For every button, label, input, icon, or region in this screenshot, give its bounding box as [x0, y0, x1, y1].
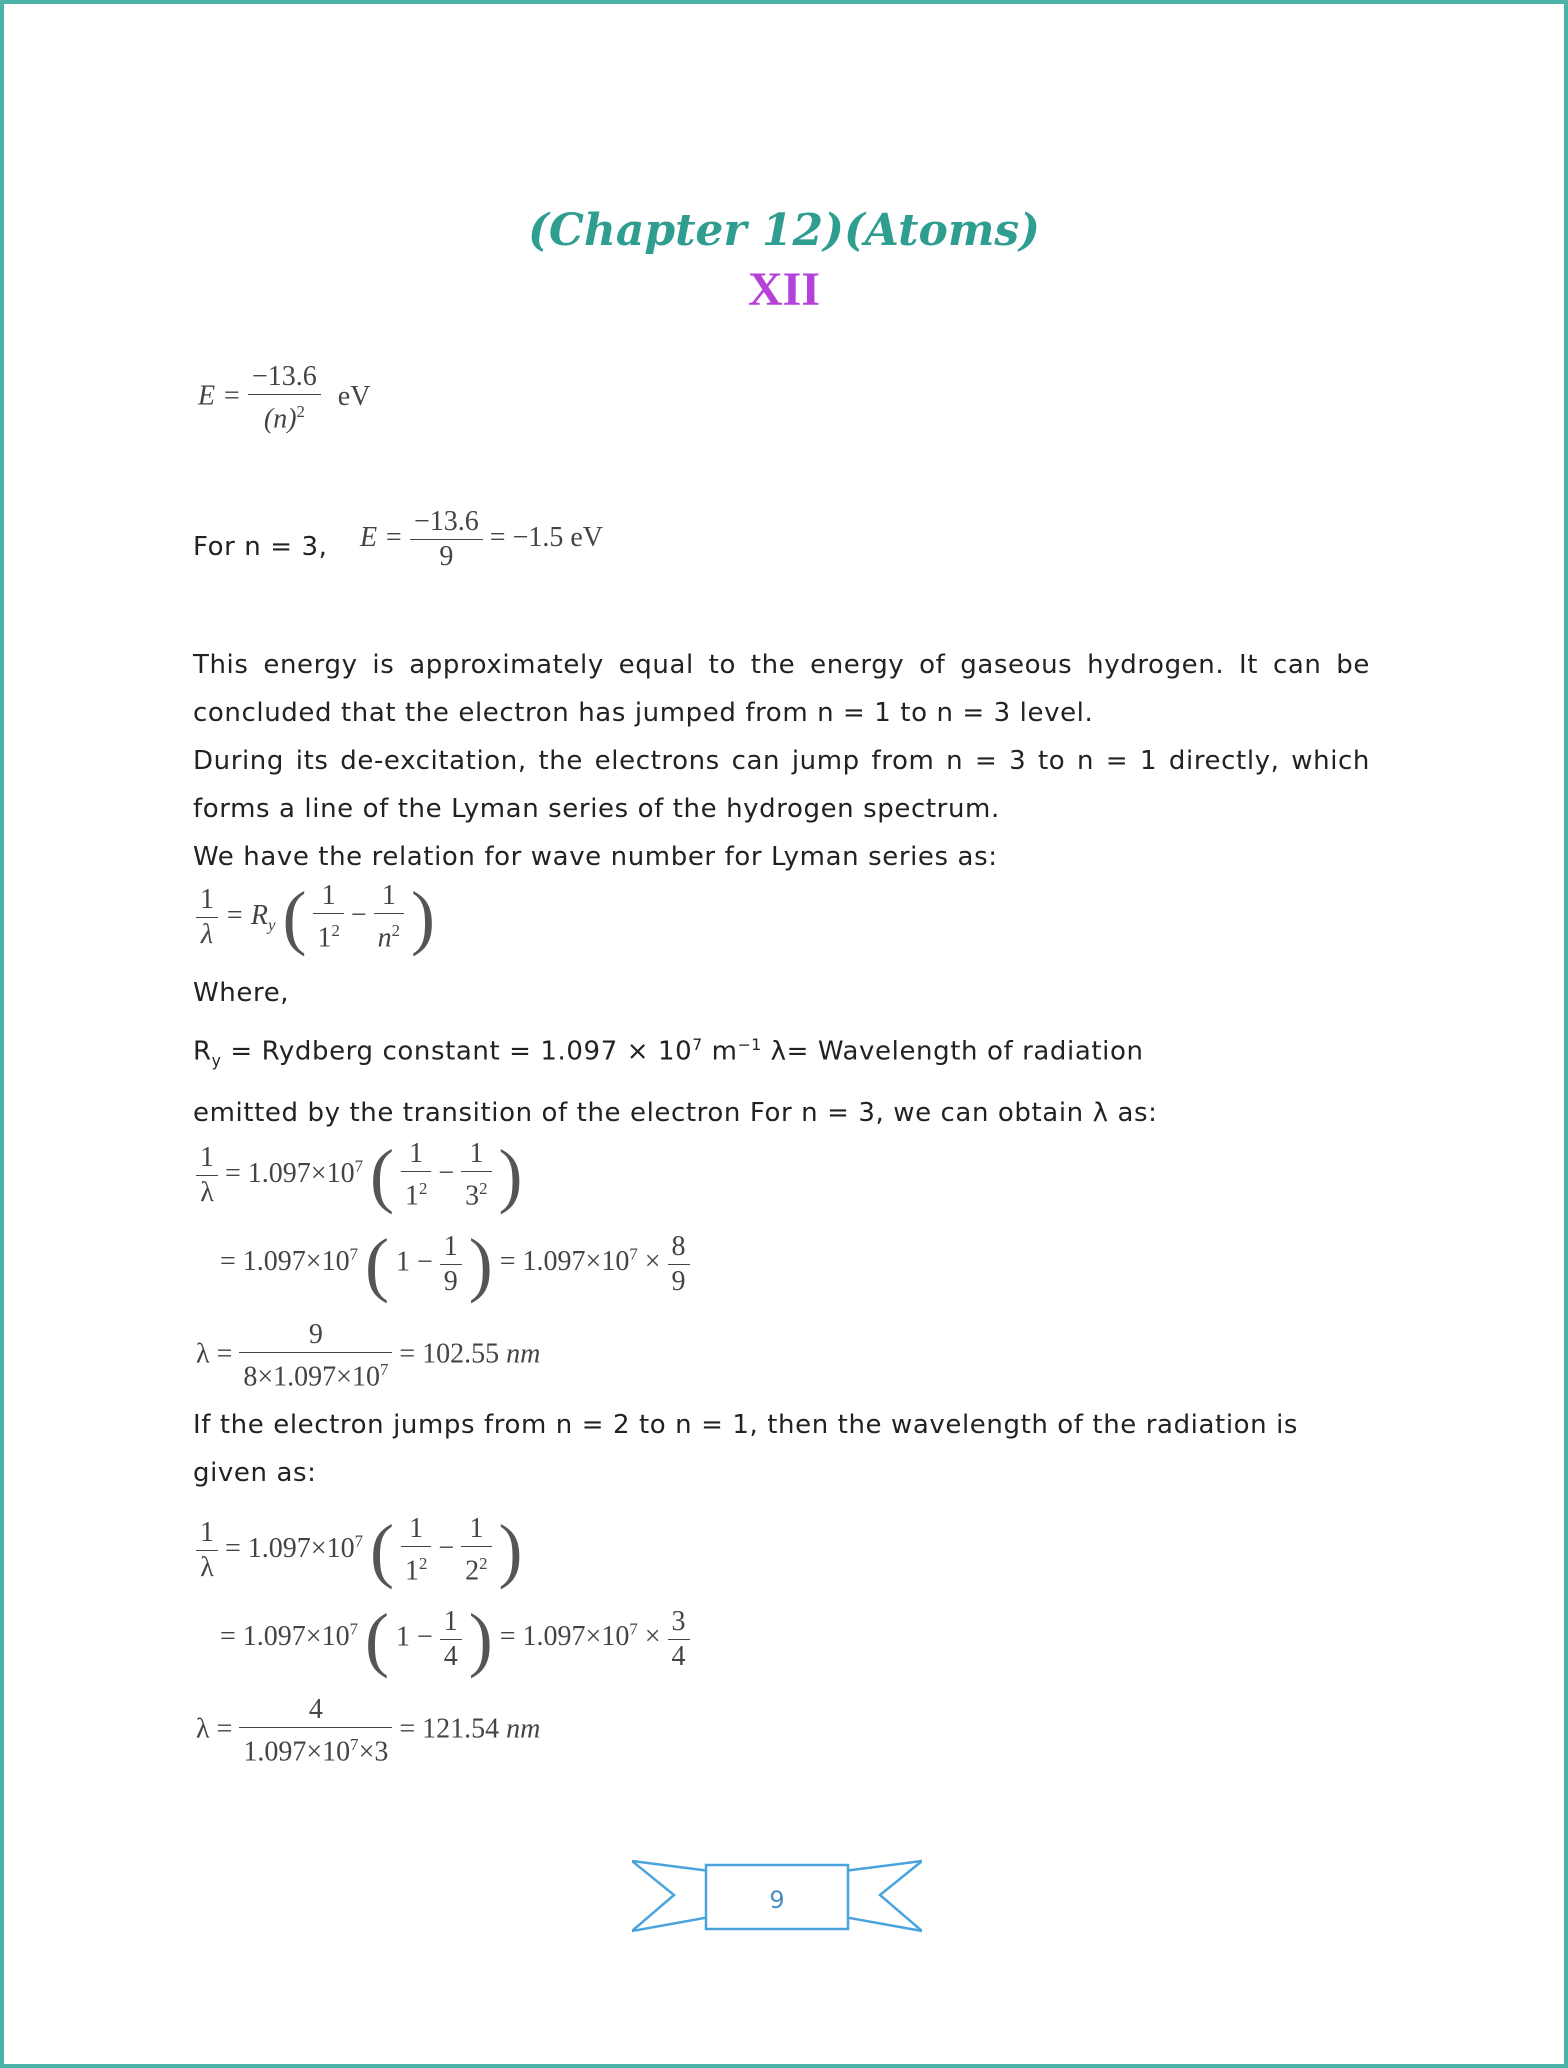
calc-n3-const: = $1.097\times 10^7$: [225, 1156, 363, 1189]
calc-n3-line2-const: = $1.097\times 10^7$: [220, 1245, 358, 1278]
paragraph-energy: This energy is approximately equal to the energy of gaseous hydrogen. It can be concluded that the electron has jumped from n = 1 to n = 3 level.: [193, 650, 1370, 728]
emitted-text: emitted by the transition of the electron For n = 3, we can obtain λ as:: [193, 1097, 1158, 1128]
left-paren: (: [369, 1135, 394, 1216]
lambda-n3-value: = 102.55: [399, 1338, 500, 1370]
minus-sign: −: [438, 1532, 455, 1564]
paragraph-n2-transition: If the electron jumps from n = 2 to n = 1, then the wavelength of the radiation is given as:: [193, 1410, 1299, 1488]
body-text-1: [193, 641, 1370, 881]
n3-result: = −1.5 eV: [489, 521, 604, 553]
energy-formula: [198, 360, 370, 436]
lambda-label: λ =: [196, 1338, 233, 1370]
left-paren: (: [369, 1510, 394, 1591]
energy-lhs: E =: [198, 380, 241, 412]
body-text-2: [193, 969, 1370, 1017]
calc-n2-one: 1 −: [395, 1621, 433, 1653]
lambda-label: λ =: [196, 1713, 233, 1745]
calc-n3-line1: [196, 1135, 523, 1216]
rydberg-definition: $R_y$ = Rydberg constant = $1.097 \times 10^7$ $m^{-1}$ λ= Wavelength of radiation: [193, 1036, 1144, 1070]
left-paren: (: [282, 877, 307, 958]
calc-n3-term1: $\frac{1}{1^2}$: [401, 1137, 431, 1213]
left-paren: (: [364, 1599, 389, 1679]
page-number-ribbon: [632, 1853, 922, 1939]
body-text-4: [193, 1401, 1370, 1497]
left-paren: (: [364, 1224, 389, 1304]
class-label: XII: [747, 263, 821, 316]
calc-n2-line2-rhs-frac: $\frac{3}{4}$: [668, 1605, 690, 1674]
right-paren: ): [498, 1135, 523, 1216]
calc-n2-line2-rhs: = $1.097\times 10^7$ ×: [499, 1620, 661, 1653]
right-paren: ): [468, 1224, 493, 1304]
calc-n3-lhs: $\frac{1}{\lambda}$: [196, 1141, 218, 1210]
lambda-n2-result: [196, 1693, 540, 1769]
lyman-term-2: $\frac{1}{n^2}$: [374, 879, 404, 955]
calc-n3-line2-rhs: = $1.097\times 10^7$ ×: [499, 1245, 661, 1278]
page-number: 9: [769, 1886, 785, 1914]
calc-n3-one: 1 −: [395, 1246, 433, 1278]
lambda-n2-unit: nm: [506, 1713, 541, 1745]
calc-n3-line2: [220, 1224, 690, 1304]
calc-n2-line2-frac: $\frac{1}{4}$: [440, 1605, 462, 1674]
n3-fraction: [410, 505, 483, 574]
paragraph-deexcitation: During its de-excitation, the electrons can jump from n = 3 to n = 1 directly, which forms a line of the Lyman series of the hydrogen spectrum.: [193, 746, 1370, 824]
calc-n2-const: = $1.097\times 10^7$: [225, 1531, 363, 1564]
energy-unit: eV: [337, 380, 371, 412]
calc-n2-line2-const: = $1.097\times 10^7$: [220, 1620, 358, 1653]
minus-sign: −: [350, 899, 367, 931]
calc-n2-lhs: $\frac{1}{\lambda}$: [196, 1516, 218, 1585]
lambda-n2-fraction: $\frac{4}{1.097\times 10^7\times 3}$: [239, 1693, 392, 1769]
lambda-n3-unit: nm: [506, 1338, 541, 1370]
energy-numerator: −13.6: [248, 360, 321, 395]
lyman-lhs: $\frac{1}{\lambda}$: [196, 883, 218, 952]
body-text-3: [193, 1019, 1370, 1139]
right-paren: ): [498, 1510, 523, 1591]
lyman-rydberg: = $R_y$: [225, 899, 276, 935]
where-label: Where,: [193, 978, 290, 1008]
n3-denominator: 9: [439, 541, 454, 572]
calc-n2-term1: $\frac{1}{1^2}$: [401, 1512, 431, 1588]
calc-n2-line2: [220, 1599, 690, 1679]
n3-lhs: E =: [360, 521, 403, 553]
lambda-n2-value: = 121.54: [399, 1713, 500, 1745]
lyman-term-1: $\frac{1}{1^2}$: [313, 879, 343, 955]
right-paren: ): [468, 1599, 493, 1679]
chapter-title: (Chapter 12)(Atoms): [528, 205, 1040, 256]
energy-denominator: $(n)^2$: [263, 402, 305, 435]
calc-n2-term2: $\frac{1}{2^2}$: [461, 1512, 491, 1588]
n3-numerator: −13.6: [410, 505, 483, 540]
energy-n3-formula: [360, 505, 603, 574]
lambda-n3-result: [196, 1318, 540, 1394]
minus-sign: −: [438, 1157, 455, 1189]
paragraph-lyman-relation: We have the relation for wave number for Lyman series as:: [193, 842, 998, 872]
calc-n3-line2-frac: $\frac{1}{9}$: [440, 1230, 462, 1299]
calc-n3-line2-rhs-frac: $\frac{8}{9}$: [668, 1230, 690, 1299]
lyman-formula: [196, 877, 435, 958]
energy-fraction: [248, 360, 321, 436]
lambda-n3-fraction: $\frac{9}{8\times 1.097\times 10^7}$: [239, 1318, 392, 1394]
right-paren: ): [411, 877, 435, 958]
calc-n2-line1: [196, 1510, 523, 1591]
for-n3-label: For n = 3,: [193, 532, 328, 562]
calc-n3-term2: $\frac{1}{3^2}$: [461, 1137, 491, 1213]
